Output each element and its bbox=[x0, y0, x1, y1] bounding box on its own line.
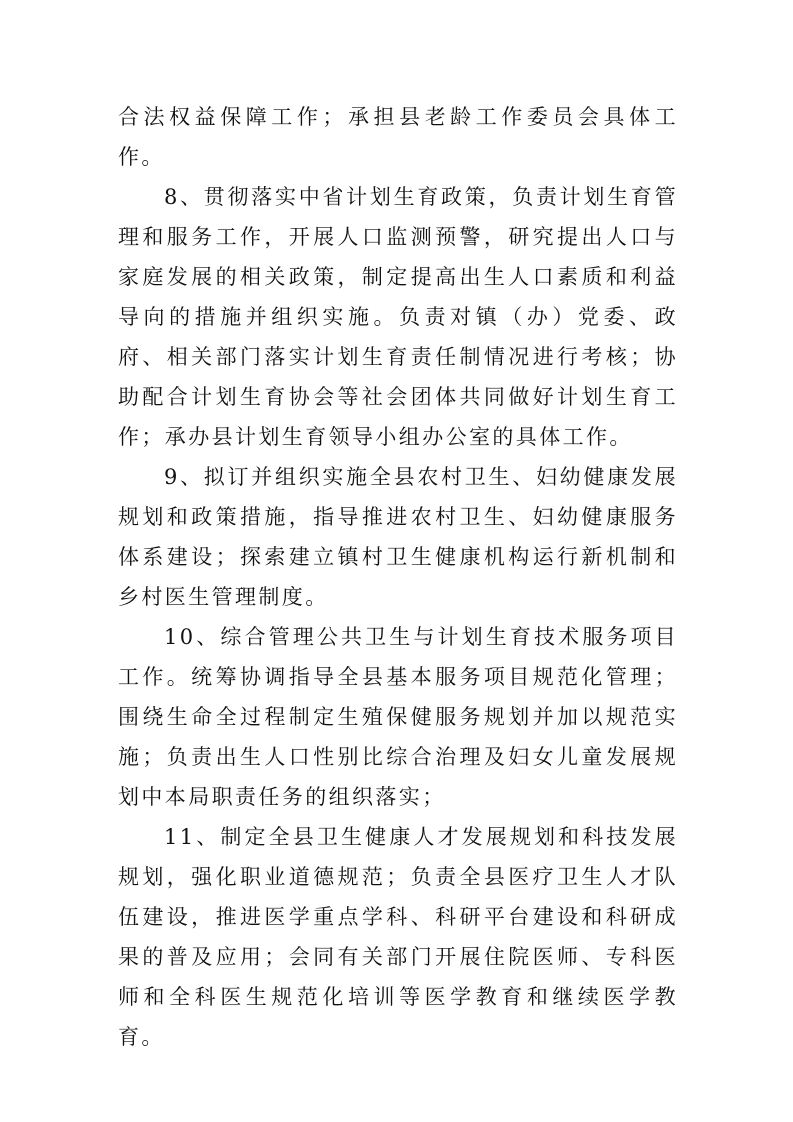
paragraph-continuation: 合法权益保障工作；承担县老龄工作委员会具体工作。 bbox=[118, 105, 678, 169]
paragraph-item-9: 9、拟订并组织实施全县农村卫生、妇幼健康发展规划和政策措施，指导推进农村卫生、妇幼健康服务体系建设；探索建立镇村卫生健康机构运行新机制和乡村医生管理制度。 bbox=[118, 465, 678, 609]
document-body bbox=[118, 97, 678, 1057]
paragraph-item-11: 11、制定全县卫生健康人才发展规划和科技发展规划，强化职业道德规范；负责全县医疗卫生人才队伍建设，推进医学重点学科、科研平台建设和科研成果的普及应用；会同有关部门开展住院医师、专科医师和全科医生规范化培训等医学教育和继续医学教育。 bbox=[118, 825, 678, 1049]
paragraph-item-10: 10、综合管理公共卫生与计划生育技术服务项目工作。统筹协调指导全县基本服务项目规范化管理；围绕生命全过程制定生殖保健服务规划并加以规范实施；负责出生人口性别比综合治理及妇女儿童发展规划中本局职责任务的组织落实； bbox=[118, 625, 678, 809]
paragraph-item-8: 8、贯彻落实中省计划生育政策，负责计划生育管理和服务工作，开展人口监测预警，研究提出人口与家庭发展的相关政策，制定提高出生人口素质和利益导向的措施并组织实施。负责对镇（办）党委、政府、相关部门落实计划生育责任制情况进行考核；协助配合计划生育协会等社会团体共同做好计划生育工作；承办县计划生育领导小组办公室的具体工作。 bbox=[118, 185, 678, 449]
